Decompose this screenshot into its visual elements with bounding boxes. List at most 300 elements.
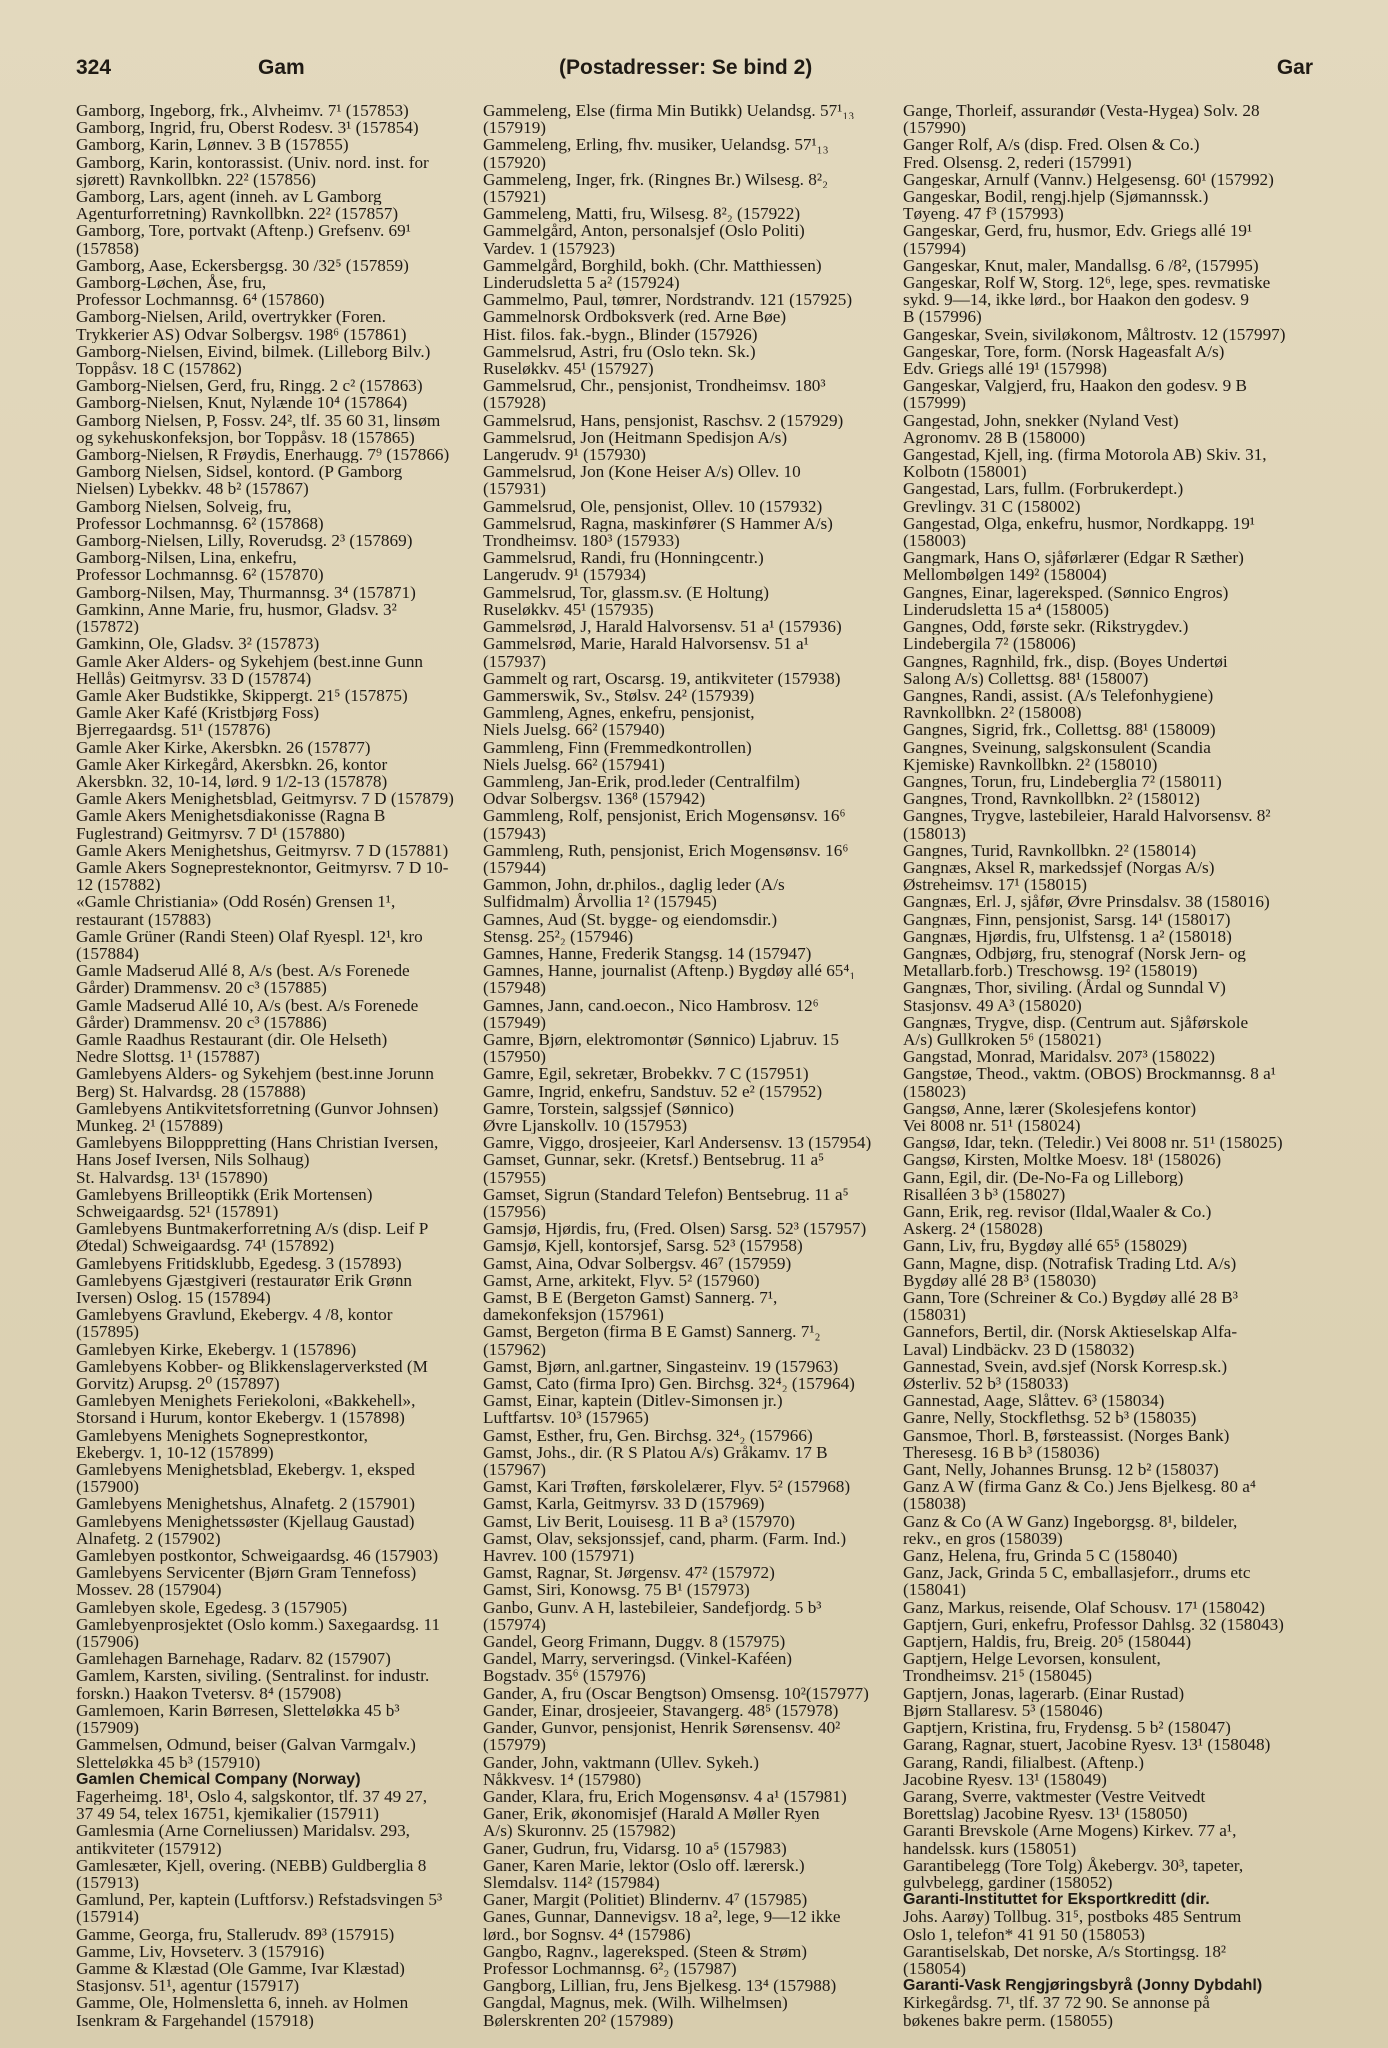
directory-entry-line: Salong A/s) Collettsg. 88¹ (158007) (903, 669, 1149, 687)
directory-entry-line: Gamle Raadhus Restaurant (dir. Ole Helseth) (76, 1030, 388, 1049)
directory-entry-line: Gammleng, Ruth, pensjonist, Erich Mogensønsv. 16⁶ (483, 841, 849, 859)
directory-entry-line: Gangnæs, Odbjørg, fru, stenograf (Norsk Jern- og (903, 944, 1246, 963)
directory-entry-line: St. Halvardsg. 13¹ (157890) (76, 1168, 268, 1186)
directory-entry-line: Gamst, Einar, kaptein (Ditlev-Simonsen jr.) (483, 1392, 783, 1410)
directory-entry-line: Gammeleng, Else (firma Min Butikk) Uelandsg. 57¹₁₃ (483, 102, 855, 120)
directory-entry-line: Langerudv. 9¹ (157930) (483, 446, 646, 464)
directory-entry-line: Gangestad, John, snekker (Nyland Vest) (903, 411, 1179, 429)
directory-entry-line: Gamlebyen Kirke, Ekebergv. 1 (157896) (76, 1340, 357, 1358)
directory-entry-line: Gannefors, Bertil, dir. (Norsk Aktieselskap Alfa- (903, 1323, 1238, 1341)
directory-entry-line: Gaptjern, Jonas, lagerarb. (Einar Rustad) (903, 1684, 1185, 1702)
directory-entry-line: Gamlund, Per, kaptein (Luftforsv.) Refstadsvingen 5³ (76, 1891, 443, 1909)
directory-entry-line: Gamsjø, Hjørdis, fru, (Fred. Olsen) Sarsg. 52³ (157957) (483, 1220, 867, 1238)
directory-entry-line: Gamborg-Løchen, Åse, fru, (76, 274, 267, 292)
directory-entry-line: Gammelsrud, Hans, pensjonist, Raschsv. 2 (157929) (483, 411, 844, 429)
directory-entry-line: Gansmoe, Thorl. B, førsteassist. (Norges Bank) (903, 1426, 1230, 1444)
directory-entry-line: Gamnes, Hanne, journalist (Aftenp.) Bygdøy allé 65⁴₁ (483, 962, 856, 980)
directory-entry-line: Gamborg-Nielsen, Lilly, Roverudsg. 2³ (157869) (76, 532, 413, 550)
directory-entry-line: sjørett) Ravnkollbkn. 22² (157856) (76, 170, 317, 189)
directory-entry-line: Kirkegårdsg. 7¹, tlf. 37 72 90. Se annonse på (903, 1994, 1210, 2012)
directory-entry-line: Gangestad, Olga, enkefru, husmor, Nordkappg. 19¹ (903, 514, 1255, 533)
left-guide-word: Gam (258, 56, 305, 79)
directory-entry-line: (157909) (76, 1719, 140, 1737)
directory-entry-line: (158013) (903, 824, 967, 842)
directory-entry-line: (157949) (483, 1013, 547, 1031)
directory-entry-line: Nielsen) Lybekkv. 48 b² (157867) (76, 480, 309, 498)
directory-entry-line: (158031) (903, 1306, 967, 1324)
directory-entry-line: Gammelsrud, Ole, pensjonist, Ollev. 10 (157932) (483, 497, 823, 515)
directory-entry-line: Linderudsletta 15 a⁴ (158005) (903, 600, 1109, 619)
directory-entry-line: Gann, Magne, disp. (Notrafisk Trading Ltd. A/s) (903, 1254, 1237, 1272)
directory-entry-line: Gann, Liv, fru, Bygdøy allé 65⁵ (158029) (903, 1237, 1188, 1255)
directory-entry-line: Gamborg-Nielsen, R Frøydis, Enerhaugg. 7⁹ (157866) (76, 446, 450, 464)
directory-entry-line: Gamle Grüner (Randi Steen) Olaf Ryespl. 12¹, kro (76, 927, 423, 945)
directory-entry-line: Akersbkn. 32, 10-14, lørd. 9 1/2-13 (157878) (76, 772, 388, 791)
directory-entry-line: Gann, Tore (Schreiner & Co.) Bygdøy allé 28 B³ (903, 1289, 1238, 1307)
directory-entry-line: Gaptjern, Haldis, fru, Breig. 20⁵ (158044) (903, 1633, 1192, 1651)
directory-entry-line: Gamle Aker Budstikke, Skippergt. 21⁵ (157875) (76, 686, 408, 705)
directory-entry-line: Gamlebyens Fritidsklubb, Egedesg. 3 (157893) (76, 1254, 402, 1272)
directory-entry-line: Ekebergv. 1, 10-12 (157899) (76, 1443, 274, 1462)
directory-entry-line: Bjørn Stallaresv. 5³ (158046) (903, 1701, 1103, 1720)
directory-entry-line: 12 (157882) (76, 876, 161, 894)
directory-entry-line: (157956) (483, 1203, 547, 1221)
directory-entry-line: Ravnkollbkn. 2² (158008) (903, 704, 1082, 722)
directory-entry-line: Sletteløkka 45 b³ (157910) (76, 1753, 261, 1771)
directory-entry-line: B (157996) (903, 308, 982, 326)
directory-entry-line: Gangstad, Monrad, Maridalsv. 207³ (158022) (903, 1048, 1215, 1066)
directory-entry-line: Gangnæs, Hjørdis, fru, Ulfstensg. 1 a² (158018) (903, 927, 1232, 945)
directory-entry-line: Gamst, B E (Bergeton Gamst) Sannerg. 7¹, (483, 1289, 778, 1307)
directory-entry-line: Linderudsletta 5 a² (157924) (483, 274, 680, 292)
directory-entry-line: Gammleng, Jan-Erik, prod.leder (Centralfilm) (483, 772, 800, 791)
directory-entry-line: Gamst, Johs., dir. (R S Platou A/s) Gråkamv. 17 B (483, 1443, 828, 1462)
directory-entry-line: Edv. Griegs allé 19¹ (157998) (903, 360, 1108, 378)
directory-entry-line: Lindebergila 7² (158006) (903, 635, 1076, 653)
directory-entry-line: Gamle Akers Menighetshus, Geitmyrsv. 7 D (157881) (76, 841, 449, 859)
directory-entry-line: Gammelsrød, Marie, Harald Halvorsensv. 51 a¹ (483, 635, 809, 653)
directory-entry-line: Gamle Akers Menighetsdiakonisse (Ragna B (76, 807, 386, 825)
directory-entry-line: (157884) (76, 944, 140, 963)
directory-entry-line: Ganger Rolf, A/s (disp. Fred. Olsen & Co.) (903, 136, 1200, 154)
directory-entry-line: Gorvitz) Arupsg. 2⁰ (157897) (76, 1375, 280, 1393)
directory-entry-line: Stasjonsv. 51¹, agentur (157917) (76, 1977, 300, 1995)
directory-entry-line: (158003) (903, 532, 967, 550)
directory-entry-line: (157943) (483, 824, 547, 842)
directory-entry-line: Gammelsrud, Ragna, maskinfører (S Hammer A/s) (483, 514, 833, 533)
directory-entry-line: Øvre Ljanskollv. 10 (157953) (483, 1116, 688, 1135)
directory-entry-line: damekonfeksjon (157961) (483, 1306, 664, 1324)
directory-entry-line: Gamborg, Ingeborg, frk., Alvheimv. 7¹ (157853) (76, 102, 409, 120)
directory-entry-line: Øtedal) Schweigaardsg. 74¹ (157892) (76, 1237, 335, 1255)
directory-entry-line: Ganz, Markus, reisende, Olaf Schousv. 17¹ (158042) (903, 1598, 1266, 1616)
directory-entry-line: Gangnes, Randi, assist. (A/s Telefonhygiene) (903, 686, 1214, 705)
directory-entry-line: Stensg. 25²₂ (157946) (483, 927, 634, 945)
directory-entry-line: Gammelsrød, J, Harald Halvorsensv. 51 a¹ (157936) (483, 618, 842, 636)
directory-entry-line: Agronomv. 28 B (158000) (903, 428, 1086, 447)
directory-entry-line: rekv., en gros (158039) (903, 1529, 1063, 1548)
directory-entry-line: Gangeskar, Valgjerd, fru, Haakon den godesv. 9 B (903, 377, 1247, 395)
directory-entry-line: Gaptjern, Kristina, fru, Frydensg. 5 b² (158047) (903, 1719, 1231, 1737)
directory-entry-line: (157974) (483, 1615, 547, 1634)
directory-entry-line: Gangeskar, Rolf W, Storg. 12⁶, lege, spes. revmatiske (903, 274, 1271, 292)
directory-entry-line: Garanti Brevskole (Arne Mogens) Kirkev. 77 a¹, (903, 1822, 1237, 1840)
directory-entry-line: Niels Juelsg. 66² (157941) (483, 755, 665, 773)
directory-entry-line: Gamle Madserud Allé 10, A/s (best. A/s Forenede (76, 996, 419, 1014)
directory-entry-line: Gamre, Ingrid, enkefru, Sandstuv. 52 e² (157952) (483, 1082, 823, 1100)
directory-entry-line: handelssk. kurs (158051) (903, 1839, 1077, 1857)
directory-entry-line: Gamlemoen, Karin Børresen, Sletteløkka 45 b³ (76, 1701, 400, 1720)
directory-entry-line: Schweigaardsg. 52¹ (157891) (76, 1203, 279, 1221)
directory-entry-line: Gangsø, Kirsten, Moltke Moesv. 18¹ (158026) (903, 1151, 1222, 1169)
directory-entry-line: Gammelt og rart, Oscarsg. 19, antikviteter (157938) (483, 669, 841, 687)
directory-entry-line: Gamle Aker Kafé (Kristbjørg Foss) (76, 704, 320, 722)
directory-entry-line: (157931) (483, 480, 547, 498)
directory-entry-line: Sulfidmalm) Årvollia 1² (157945) (483, 893, 717, 911)
directory-entry-line: Gann, Erik, reg. revisor (Ildal,Waaler & Co.) (903, 1203, 1212, 1221)
directory-entry-line: Bogstadv. 35⁶ (157976) (483, 1667, 646, 1685)
directory-entry-line: Gamborg Nielsen, P, Fossv. 24², tlf. 35 60 31, linsøm (76, 411, 441, 429)
directory-entry-line: Ganz & Co (A W Ganz) Ingeborgsg. 8¹, bildeler, (903, 1512, 1238, 1530)
directory-entry-line: Munkeg. 2¹ (157889) (76, 1116, 223, 1135)
directory-entry-line: Østreheimsv. 17¹ (158015) (903, 876, 1088, 894)
directory-entry-line: Nedre Slottsg. 1¹ (157887) (76, 1048, 260, 1066)
directory-entry-line: Gamst, Arne, arkitekt, Flyv. 5² (157960) (483, 1271, 760, 1290)
directory-entry-line: lørd., bor Sognsv. 4⁴ (157986) (483, 1925, 691, 1943)
directory-entry-line: Gamlesæter, Kjell, overing. (NEBB) Guldberglia 8 (76, 1856, 427, 1874)
directory-entry-line: Gangbo, Ragnv., lagereksped. (Steen & Strøm) (483, 1942, 807, 1960)
directory-entry-line: Gammerswik, Sv., Stølsv. 24² (157939) (483, 686, 755, 705)
directory-entry-line: Gamst, Cato (firma Ipro) Gen. Birchsg. 32⁴₂ (157964) (483, 1375, 855, 1393)
directory-entry-line: Gamlebyen Menighets Feriekoloni, «Bakkehell», (76, 1392, 416, 1410)
directory-entry-line: Garang, Ragnar, stuert, Jacobine Ryesv. 13¹ (158048) (903, 1736, 1271, 1754)
directory-entry-line: Askerg. 2⁴ (158028) (903, 1220, 1043, 1238)
directory-entry-line: «Gamle Christiania» (Odd Rosén) Grensen 1¹, (76, 893, 396, 911)
directory-entry-line: Hist. filos. fak.-bygn., Blinder (157926) (483, 325, 758, 343)
directory-entry-line: Gamlem, Karsten, siviling. (Sentralinst. for industr. (76, 1667, 430, 1685)
directory-entry-line: Ganer, Erik, økonomisjef (Harald A Møller Ryen (483, 1805, 820, 1823)
directory-entry-line: Professor Lochmannsg. 6⁴ (157860) (76, 291, 325, 309)
directory-entry-line: Gamlebyens Menighetsblad, Ekebergv. 1, eksped (76, 1461, 415, 1479)
directory-entry-line: Garanti-Vask Rengjøringsbyrå (Jonny Dybdahl) (903, 1977, 1263, 1995)
directory-entry-line: Tøyeng. 47 f³ (157993) (903, 205, 1064, 223)
directory-entry-line: Gamlesmia (Arne Corneliussen) Maridalsv. 293, (76, 1822, 410, 1840)
directory-entry-line: Gamborg-Nielsen, Eivind, bilmek. (Lilleborg Bilv.) (76, 342, 431, 361)
directory-entry-line: Gammelsrud, Chr., pensjonist, Trondheimsv. 180³ (483, 377, 826, 395)
directory-entry-line: (157979) (483, 1736, 547, 1754)
directory-entry-line: Gammeleng, Erling, fhv. musiker, Uelandsg. 57¹₁₃ (483, 136, 829, 154)
directory-entry-line: Gamlebyens Bilopppretting (Hans Christian Iversen, (76, 1134, 439, 1152)
directory-entry-line: Gamlen Chemical Company (Norway) (76, 1770, 361, 1788)
directory-entry-line: Havrev. 100 (157971) (483, 1547, 635, 1565)
directory-entry-line: Professor Lochmannsg. 6²₂ (157987) (483, 1959, 737, 1978)
directory-entry-line: Fuglestrand) Geitmyrsv. 7 D¹ (157880) (76, 824, 345, 842)
directory-entry-line: (157872) (76, 618, 140, 636)
directory-entry-line: Gamlebyens Servicenter (Bjørn Gram Tennefoss) (76, 1564, 417, 1582)
directory-entry-line: Gangnes, Sigrid, frk., Collettsg. 88¹ (158009) (903, 721, 1216, 739)
directory-entry-line: Odvar Solbergsv. 136⁸ (157942) (483, 790, 706, 808)
directory-entry-line: Gangeskar, Gerd, fru, husmor, Edv. Griegs allé 19¹ (903, 222, 1253, 240)
directory-entry-line: Ganer, Gudrun, fru, Vidarsg. 10 a⁵ (157983) (483, 1839, 787, 1857)
directory-entry-line: Metallarb.forb.) Treschowsg. 19² (158019) (903, 962, 1198, 980)
directory-entry-line: Trykkerier AS) Odvar Solbergsv. 198⁶ (157861) (76, 325, 407, 343)
column-left (76, 102, 478, 2037)
directory-entry-line: Gamset, Sigrun (Standard Telefon) Bentsebrug. 11 a⁵ (483, 1185, 849, 1203)
directory-entry-line: Gangnæs, Finn, pensjonist, Sarsg. 14¹ (158017) (903, 910, 1231, 928)
directory-entry-line: Gamborg-Nilsen, Lina, enkefru, (76, 549, 297, 567)
directory-entry-line: Gammleng, Agnes, enkefru, pensjonist, (483, 704, 755, 722)
directory-entry-line: Gamnes, Jann, cand.oecon., Nico Hambrosv. 12⁶ (483, 996, 819, 1014)
directory-entry-line: Gann, Egil, dir. (De-No-Fa og Lilleborg) (903, 1168, 1184, 1186)
directory-entry-line: Kjemiske) Ravnkollbkn. 2² (158010) (903, 755, 1158, 773)
directory-entry-line: Gamst, Kari Trøften, førskolelærer, Flyv. 5² (157968) (483, 1478, 851, 1496)
directory-entry-line: Gangnes, Ragnhild, frk., disp. (Boyes Undertøi (903, 652, 1228, 670)
directory-entry-line: A/s) Skuronnv. 25 (157982) (483, 1822, 676, 1840)
directory-entry-line: Gander, Gunvor, pensjonist, Henrik Sørensensv. 40² (483, 1719, 841, 1737)
directory-entry-line: Gamle Aker Kirkegård, Akersbkn. 26, kontor (76, 755, 388, 773)
directory-entry-line: Gangeskar, Bodil, rengj.hjelp (Sjømannssk.) (903, 188, 1209, 206)
directory-entry-line: (157955) (483, 1168, 547, 1186)
right-guide-word: Gar (1276, 56, 1313, 79)
directory-entry-line: Gamborg-Nielsen, Arild, overtrykker (Foren. (76, 308, 386, 326)
directory-entry-line: Gangnes, Turid, Ravnkollbkn. 2² (158014) (903, 841, 1197, 859)
directory-entry-line: Ganz A W (firma Ganz & Co.) Jens Bjelkesg. 80 a⁴ (903, 1478, 1256, 1496)
directory-entry-line: Trondheimsv. 180³ (157933) (483, 532, 680, 550)
directory-entry-line: Gange, Thorleif, assurandør (Vesta-Hygea) Solv. 28 (903, 102, 1260, 120)
directory-entry-line: Gamlebyens Brilleoptikk (Erik Mortensen) (76, 1185, 373, 1203)
directory-entry-line: Gamle Akers Sognepresteknontor, Geitmyrsv. 7 D 10- (76, 858, 449, 877)
directory-entry-line: Garantibelegg (Tore Tolg) Åkebergv. 30³, tapeter, (903, 1856, 1244, 1874)
directory-entry-line: Gamst, Liv Berit, Louisesg. 11 B a³ (157970) (483, 1512, 795, 1530)
directory-entry-line: Stasjonsv. 49 A³ (158020) (903, 996, 1082, 1014)
directory-entry-line: Gamre, Egil, sekretær, Brobekkv. 7 C (157951) (483, 1065, 809, 1083)
directory-entry-line: Gangnæs, Trygve, disp. (Centrum aut. Sjåførskole (903, 1013, 1249, 1031)
directory-entry-line: Gamre, Bjørn, elektromontør (Sønnico) Ljabruv. 15 (483, 1030, 839, 1049)
directory-entry-line: Gaptjern, Guri, enkefru, Professor Dahlsg. 32 (158043) (903, 1615, 1284, 1634)
directory-entry-line: Niels Juelsg. 66² (157940) (483, 721, 665, 739)
directory-entry-line: Gangsø, Idar, tekn. (Teledir.) Vei 8008 nr. 51¹ (158025) (903, 1134, 1283, 1152)
directory-entry-line: Gangnæs, Erl. J, sjåfør, Øvre Prinsdalsv. 38 (158016) (903, 893, 1270, 911)
directory-entry-line: Ruseløkkv. 45¹ (157927) (483, 360, 654, 378)
directory-entry-line: Ganz, Jack, Grinda 5 C, emballasjeforr., drums etc (903, 1564, 1251, 1582)
directory-entry-line: gulvbelegg, gardiner (158052) (903, 1873, 1113, 1892)
directory-entry-line: Ruseløkkv. 45¹ (157935) (483, 600, 654, 619)
directory-entry-line: Gangdal, Magnus, mek. (Wilh. Wilhelmsen) (483, 1994, 788, 2012)
directory-entry-line: Gangnæs, Thor, siviling. (Årdal og Sunndal V) (903, 979, 1226, 997)
directory-entry-line: Gamborg-Nilsen, May, Thurmannsg. 3⁴ (157871) (76, 583, 416, 601)
directory-entry-line: Gangeskar, Svein, siviløkonom, Måltrostv. 12 (157997) (903, 325, 1286, 343)
directory-entry-line: Gangmark, Hans O, sjåførlærer (Edgar R Sæther) (903, 549, 1244, 567)
directory-entry-line: Gårder) Drammensv. 20 c³ (157886) (76, 1013, 327, 1031)
directory-entry-line: Gamst, Bjørn, anl.gartner, Singasteinv. 19 (157963) (483, 1357, 839, 1376)
directory-entry-line: A/s) Gullkroken 5⁶ (158021) (903, 1030, 1102, 1049)
directory-entry-line: Gamme & Klæstad (Ole Gamme, Ivar Klæstad) (76, 1959, 405, 1978)
directory-entry-line: Grevlingv. 31 C (158002) (903, 497, 1081, 515)
directory-entry-line: Gamlebyen skole, Egedesg. 3 (157905) (76, 1598, 348, 1616)
directory-entry-line: (158054) (903, 1959, 967, 1978)
directory-entry-line: Isenkram & Fargehandel (157918) (76, 2011, 314, 2029)
directory-entry-line: Berg) St. Halvardsg. 28 (157888) (76, 1082, 306, 1100)
directory-entry-line: Gamle Aker Alders- og Sykehjem (best.inne Gunn (76, 652, 424, 670)
directory-entry-line: Gamst, Ragnar, St. Jørgensv. 47² (157972) (483, 1564, 775, 1582)
directory-entry-line: Vei 8008 nr. 51¹ (158024) (903, 1116, 1081, 1135)
directory-entry-line: Gamborg, Karin, Lønnev. 3 B (157855) (76, 136, 349, 154)
directory-entry-line: (157895) (76, 1323, 140, 1341)
directory-entry-line: Gangestad, Kjell, ing. (firma Motorola AB) Skiv. 31, (903, 446, 1267, 464)
directory-entry-line: Gamme, Ole, Holmensletta 6, inneh. av Holmen (76, 1994, 409, 2012)
directory-entry-line: Langerudv. 9¹ (157934) (483, 566, 646, 584)
directory-entry-line: (157928) (483, 394, 547, 412)
directory-entry-line: Bølerskrenten 20² (157989) (483, 2011, 674, 2029)
directory-entry-line: Ganz, Helena, fru, Grinda 5 C (158040) (903, 1547, 1178, 1565)
directory-entry-line: Agenturforretning) Ravnkollbkn. 22² (157857) (76, 205, 399, 223)
directory-entry-line: Gamle Akers Menighetsblad, Geitmyrsv. 7 D (157879) (76, 790, 454, 808)
directory-entry-line: Ganbo, Gunv. A H, lastebileier, Sandefjordg. 5 b³ (483, 1598, 822, 1616)
directory-entry-line: Gammon, John, dr.philos., daglig leder (A/s (483, 876, 785, 894)
directory-entry-line: Gamst, Aina, Odvar Solbergsv. 46⁷ (157959) (483, 1254, 792, 1272)
directory-entry-line: Ganre, Nelly, Stockflethsg. 52 b³ (158035) (903, 1409, 1197, 1427)
directory-entry-line: (157919) (483, 119, 547, 137)
directory-entry-line: Gant, Nelly, Johannes Brunsg. 12 b² (158037) (903, 1461, 1219, 1479)
directory-entry-line: restaurant (157883) (76, 910, 212, 928)
directory-entry-line: (157962) (483, 1340, 547, 1358)
directory-entry-line: Gamst, Siri, Konowsg. 75 B¹ (157973) (483, 1581, 750, 1599)
directory-entry-line: Professor Lochmannsg. 6² (157868) (76, 514, 324, 533)
directory-entry-line: Borettslag) Jacobine Ryesv. 13¹ (158050) (903, 1805, 1188, 1823)
column-right (903, 102, 1313, 2037)
directory-entry-line: (158038) (903, 1495, 967, 1513)
directory-entry-line: Gandel, Georg Frimann, Duggv. 8 (157975) (483, 1633, 786, 1651)
directory-entry-line: Garantiselskab, Det norske, A/s Stortingsg. 18² (903, 1942, 1227, 1960)
directory-entry-line: Toppåsv. 18 C (157862) (76, 360, 242, 378)
directory-entry-line: Mossev. 28 (157904) (76, 1581, 222, 1599)
directory-entry-line: Gammelnorsk Ordboksverk (red. Arne Bøe) (483, 308, 787, 326)
directory-entry-line: Gamst, Bergeton (firma B E Gamst) Sannerg. 7¹₂ (483, 1323, 821, 1341)
directory-entry-line: Gamlebyens Gravlund, Ekebergv. 4 /8, kontor (76, 1306, 393, 1324)
directory-entry-line: Hans Josef Iversen, Nils Solhaug) (76, 1151, 310, 1169)
directory-entry-line: (157906) (76, 1633, 140, 1651)
directory-entry-line: Gamborg, Aase, Eckersbergsg. 30 /32⁵ (157859) (76, 256, 409, 275)
page-header (76, 52, 1313, 92)
directory-entry-line: Gamle Madserud Allé 8, A/s (best. A/s Forenede (76, 962, 410, 980)
directory-entry-line: Kolbotn (158001) (903, 463, 1027, 481)
directory-entry-line: Gamlebyens Gjæstgiveri (restauratør Erik Grønn (76, 1271, 413, 1290)
directory-entry-line: Gamst, Karla, Geitmyrsv. 33 D (157969) (483, 1495, 765, 1513)
directory-entry-line: Gamnes, Aud (St. bygge- og eiendomsdir.) (483, 910, 778, 928)
directory-entry-line: (157913) (76, 1873, 140, 1892)
directory-entry-line: (157937) (483, 652, 547, 670)
directory-entry-line: Gamborg, Ingrid, fru, Oberst Rodesv. 3¹ (157854) (76, 119, 419, 137)
column-middle (483, 102, 896, 2037)
directory-entry-line: og sykehuskonfeksjon, bor Toppåsv. 18 (157865) (76, 428, 415, 447)
directory-entry-line: (157921) (483, 188, 547, 206)
directory-entry-line: Gaptjern, Helge Levorsen, konsulent, (903, 1650, 1161, 1668)
directory-entry-line: Gamborg Nielsen, Sidsel, kontord. (P Gamborg (76, 463, 403, 481)
directory-entry-line: Gangnes, Sveinung, salgskonsulent (Scandia (903, 738, 1211, 756)
directory-entry-line: Slemdalsv. 114² (157984) (483, 1873, 660, 1892)
directory-entry-line: (157967) (483, 1461, 547, 1479)
directory-entry-line: Gamlebyens Menighetssøster (Kjellaug Gaustad) (76, 1512, 415, 1530)
directory-entry-line: Gangnes, Einar, lagereksped. (Sønnico Engros) (903, 583, 1229, 601)
directory-entry-line: (157950) (483, 1048, 547, 1066)
directory-entry-line: Gammelmo, Paul, tømrer, Nordstrandv. 121 (157925) (483, 291, 853, 309)
directory-entry-line: bøkenes bakre perm. (158055) (903, 2011, 1114, 2029)
directory-entry-line: Gammleng, Rolf, pensjonist, Erich Mogensønsv. 16⁶ (483, 807, 846, 825)
directory-entry-line: Gamkinn, Ole, Gladsv. 3² (157873) (76, 635, 320, 653)
directory-entry-line: Trondheimsv. 21⁵ (158045) (903, 1667, 1093, 1685)
directory-entry-line: Gammelsrud, Jon (Kone Heiser A/s) Ollev. 10 (483, 463, 801, 481)
directory-entry-line: Luftfartsv. 10³ (157965) (483, 1409, 649, 1427)
directory-entry-line: (157900) (76, 1478, 140, 1496)
directory-entry-line: Alnafetg. 2 (157902) (76, 1529, 221, 1548)
directory-entry-line: Bygdøy allé 28 B³ (158030) (903, 1271, 1097, 1290)
directory-entry-line: (157920) (483, 153, 547, 171)
directory-entry-line: (157948) (483, 979, 547, 997)
directory-entry-line: (158023) (903, 1082, 967, 1100)
directory-entry-line: Gangstøe, Theod., vaktm. (OBOS) Brockmannsg. 8 a¹ (903, 1065, 1276, 1083)
directory-entry-line: Garang, Randi, filialbest. (Aftenp.) (903, 1753, 1145, 1771)
directory-entry-line: Gammelgård, Anton, personalsjef (Oslo Politi) (483, 222, 805, 240)
directory-entry-line: (157990) (903, 119, 967, 137)
directory-entry-line: Gammeleng, Matti, fru, Wilsesg. 8²₂ (157922) (483, 205, 801, 223)
directory-entry-line: Østerliv. 52 b³ (158033) (903, 1375, 1069, 1393)
directory-entry-line: (157994) (903, 239, 967, 257)
directory-entry-line: Hellås) Geitmyrsv. 33 D (157874) (76, 669, 312, 687)
directory-entry-line: Gamlebyens Menighets Sogneprestkontor, (76, 1426, 368, 1444)
directory-entry-line: Johs. Aarøy) Tollbug. 31⁵, postboks 485 Sentrum (903, 1908, 1242, 1926)
directory-entry-line: Gamlebyens Alders- og Sykehjem (best.inne Jorunn (76, 1065, 435, 1083)
directory-entry-line: Gamst, Olav, seksjonssjef, cand, pharm. (Farm. Ind.) (483, 1529, 847, 1548)
directory-entry-line: Gammeleng, Inger, frk. (Ringnes Br.) Wilsesg. 8²₂ (483, 170, 829, 189)
directory-entry-line: Gamlebyens Antikvitetsforretning (Gunvor Johnsen) (76, 1099, 439, 1117)
directory-entry-line: Gamsjø, Kjell, kontorsjef, Sarsg. 52³ (157958) (483, 1237, 803, 1255)
directory-entry-line: Oslo 1, telefon* 41 91 50 (158053) (903, 1925, 1146, 1943)
directory-entry-line: Nåkkvesv. 1⁴ (157980) (483, 1770, 642, 1788)
directory-entry-line: Gangborg, Lillian, fru, Jens Bjelkesg. 13⁴ (157988) (483, 1977, 837, 1995)
directory-entry-line: Gandel, Marry, serveringsd. (Vinkel-Kaféen) (483, 1650, 793, 1668)
directory-entry-line: Garang, Sverre, vaktmester (Vestre Veitvedt (903, 1787, 1206, 1806)
directory-entry-line: Gander, Klara, fru, Erich Mogensønsv. 4 a¹ (157981) (483, 1787, 847, 1806)
directory-entry-line: Gammelsrud, Astri, fru (Oslo tekn. Sk.) (483, 342, 756, 361)
directory-entry-line: Gamlebyens Buntmakerforretning A/s (disp. Leif P (76, 1220, 429, 1238)
directory-entry-line: Gamborg-Nielsen, Gerd, fru, Ringg. 2 c² (157863) (76, 377, 423, 395)
directory-entry-line: Gangnæs, Aksel R, markedssjef (Norgas A/s) (903, 858, 1215, 877)
directory-entry-line: (157999) (903, 394, 967, 412)
directory-entry-line: Storsand i Hurum, kontor Ekebergv. 1 (157898) (76, 1409, 405, 1427)
directory-entry-line: Gamborg, Karin, kontorassist. (Univ. nord. inst. for (76, 153, 429, 171)
directory-entry-line: Risalléen 3 b³ (158027) (903, 1185, 1066, 1203)
directory-entry-line: Mellombølgen 149² (158004) (903, 566, 1107, 584)
directory-entry-line: Gammelsrud, Randi, fru (Honningcentr.) (483, 549, 764, 567)
directory-entry-line: Gammelsrud, Jon (Heitmann Spedisjon A/s) (483, 428, 788, 447)
directory-entry-line: 37 49 54, telex 16751, kjemikalier (157911) (76, 1805, 379, 1823)
directory-entry-line: Gangeskar, Arnulf (Vannv.) Helgesensg. 60¹ (157992) (903, 170, 1274, 189)
directory-entry-line: Gangnes, Trygve, lastebileier, Harald Halvorsensv. 8² (903, 807, 1271, 825)
directory-entry-line: Gannestad, Aage, Slåttev. 6³ (158034) (903, 1392, 1165, 1410)
directory-entry-line: Gårder) Drammensv. 20 c³ (157885) (76, 979, 327, 997)
directory-entry-line: Gangeskar, Knut, maler, Mandallsg. 6 /8², (157995) (903, 256, 1259, 275)
directory-entry-line: Gamlebyens Kobber- og Blikkenslagerverksted (M (76, 1357, 428, 1376)
directory-entry-line: Gannestad, Svein, avd.sjef (Norsk Korresp.sk.) (903, 1357, 1228, 1376)
directory-entry-line: Gangnes, Odd, første sekr. (Rikstrygdev.) (903, 618, 1189, 636)
directory-entry-line: Gamme, Liv, Hovseterv. 3 (157916) (76, 1942, 325, 1960)
directory-entry-line: Gammelsen, Odmund, beiser (Galvan Varmgalv.) (76, 1736, 416, 1754)
directory-entry-line: Gamset, Gunnar, sekr. (Kretsf.) Bentsebrug. 11 a⁵ (483, 1151, 825, 1169)
directory-entry-line: Gangeskar, Tore, form. (Norsk Hageasfalt A/s) (903, 342, 1225, 361)
directory-entry-line: Fagerheimg. 18¹, Oslo 4, salgskontor, tlf. 37 49 27, (76, 1787, 428, 1806)
directory-entry-line: Theresesg. 16 B b³ (158036) (903, 1443, 1100, 1462)
directory-entry-line: Gangnes, Torun, fru, Lindeberglia 7² (158011) (903, 772, 1222, 791)
